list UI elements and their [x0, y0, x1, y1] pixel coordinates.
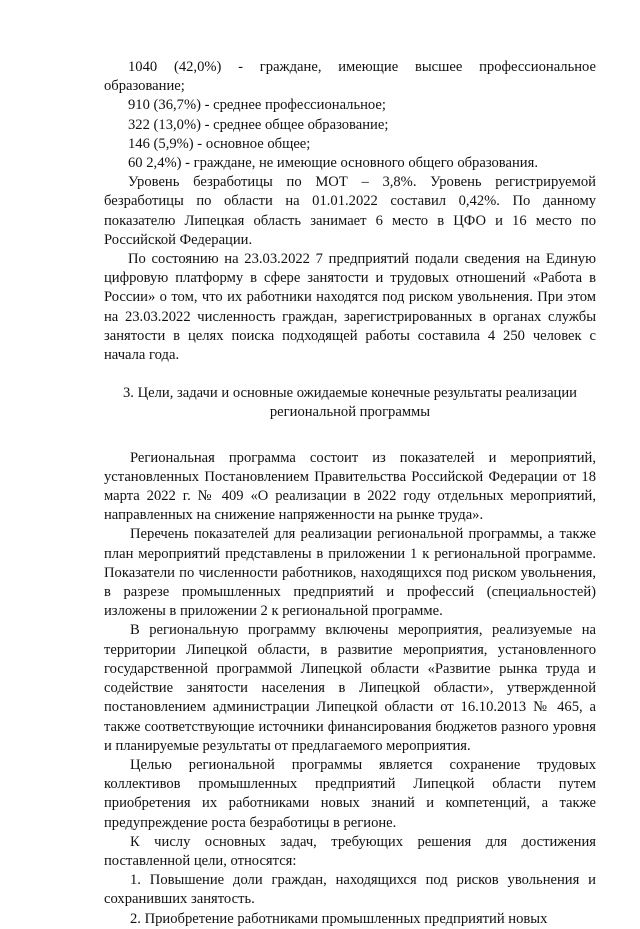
- paragraph: Целью региональной программы является сохранение трудовых коллективов промышленных предприятий Липецкой области путем приобретения их работниками новых знаний и компетенций, а также предупреждение роста безработицы в регионе.: [104, 756, 596, 831]
- document-page: [104, 58, 596, 929]
- section-heading: 3. Цели, задачи и основные ожидаемые конечные результаты реализации региональной программы: [123, 385, 577, 421]
- paragraph: 60 2,4%) - граждане, не имеющие основного общего образования.: [128, 155, 538, 172]
- paragraph: Уровень безработицы по МОТ – 3,8%. Уровень регистрируемой безработицы по области на 01.01.2022 составил 0,42%. По данному показателю Липецкая область занимает 6 место в ЦФО и 16 место по Российской Федерации.: [104, 174, 596, 248]
- paragraph: 910 (36,7%) - среднее профессиональное;: [128, 97, 386, 114]
- paragraph: 1040 (42,0%) - граждане, имеющие высшее профессиональное образование;: [104, 59, 596, 95]
- paragraph: Региональная программа состоит из показателей и мероприятий, установленных Постановлением Правительства Российской Федерации от 18 марта 2022 г. № 409 «О реализации в 2022 году отдельных мероприятий, направленных на снижение напряженности на рынке труда».: [104, 449, 596, 524]
- paragraph: Перечень показателей для реализации региональной программы, а также план мероприятий представлены в приложении 1 к региональной программе. Показатели по численности работников, находящихся под риском увольнения, в разрезе промышленных предприятий и профессий (специальностей) изложены в приложении 2 к региональной программе.: [104, 526, 596, 620]
- paragraph: 1. Повышение доли граждан, находящихся под рисков увольнения и сохранивших занятость.: [104, 872, 596, 908]
- paragraph: В региональную программу включены мероприятия, реализуемые на территории Липецкой области, в развитие мероприятия, установленного государственной программой Липецкой области «Развитие рынка труда и содействие занятости населения в Липецкой области», утвержденной постановлением администрации Липецкой области от 16.10.2013 № 465, а также соответствующие источники финансирования бюджетов разного уровня и планируемые результаты от предлагаемого мероприятия.: [104, 622, 596, 754]
- paragraph: 2. Приобретение работниками промышленных предприятий новых: [130, 910, 548, 927]
- paragraph: 146 (5,9%) - основное общее;: [128, 135, 311, 152]
- paragraph: По состоянию на 23.03.2022 7 предприятий подали сведения на Единую цифровую платформу в сфере занятости и трудовых отношений «Работа в России» о том, что их работники находятся под риском увольнения. При этом на 23.03.2022 численность граждан, зарегистрированных в органах службы занятости в целях поиска подходящей работы составила 4 250 человек с начала года.: [104, 251, 596, 364]
- paragraph: 322 (13,0%) - среднее общее образование;: [128, 116, 389, 133]
- paragraph: К числу основных задач, требующих решения для достижения поставленной цели, относятся:: [104, 833, 596, 869]
